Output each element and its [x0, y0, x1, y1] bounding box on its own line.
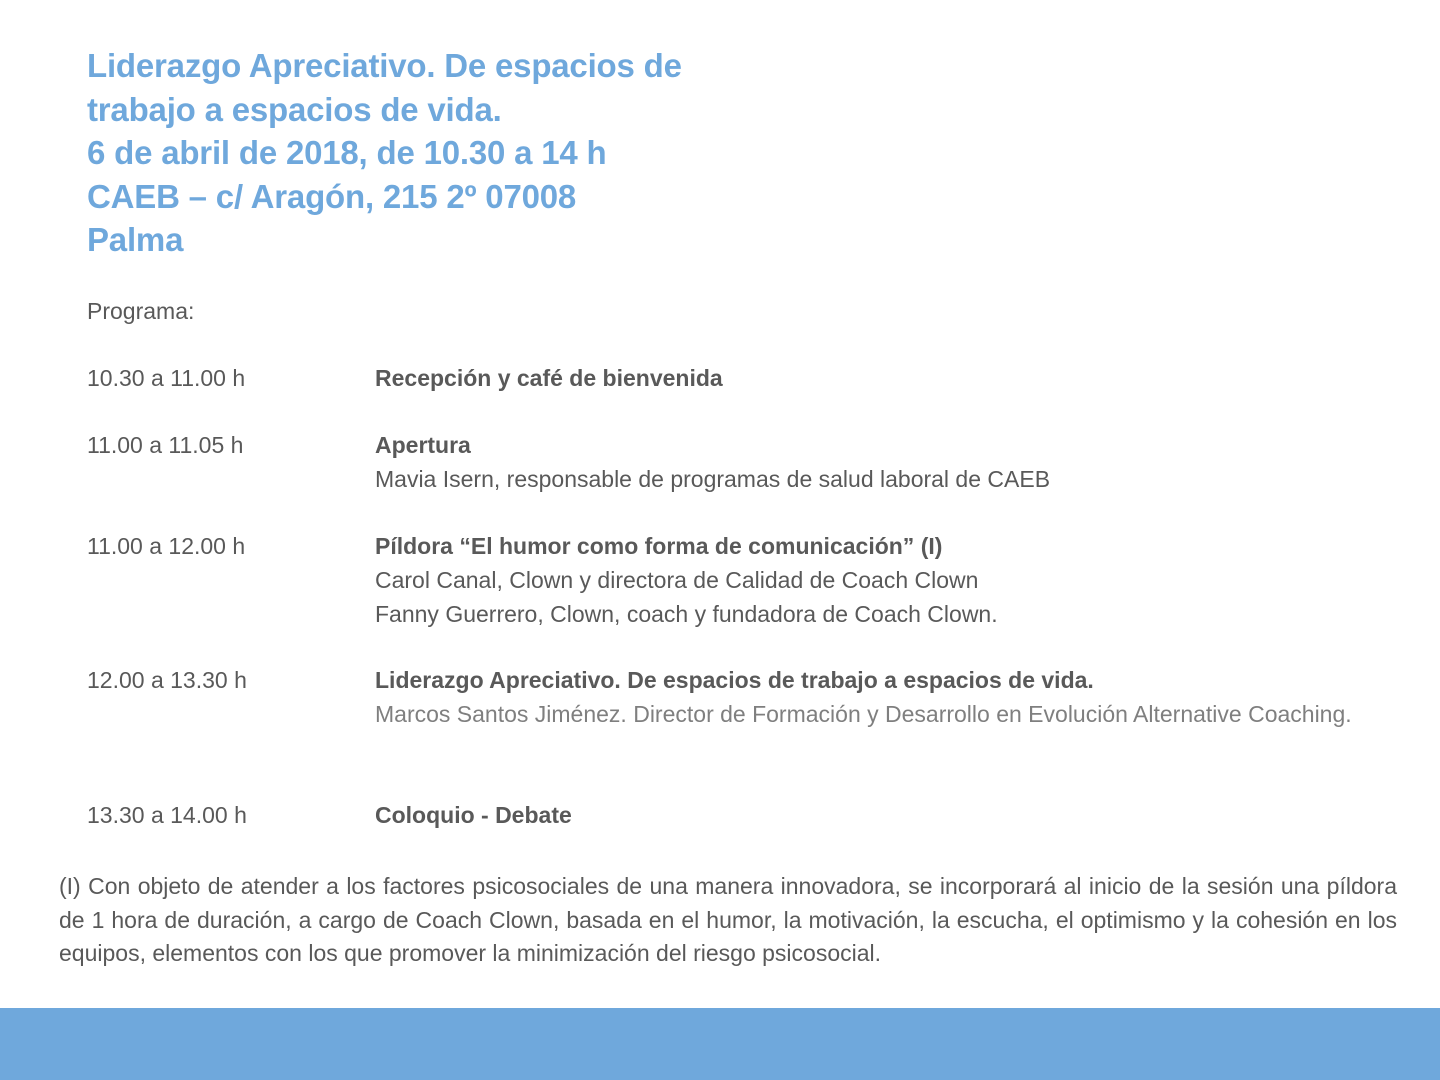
footer-bar — [0, 1008, 1440, 1080]
program-content — [375, 663, 1355, 731]
program-session-title: Apertura — [375, 432, 471, 458]
program-speaker: Fanny Guerrero, Clown, coach y fundadora de Coach Clown. — [375, 601, 998, 627]
event-title-line-2: trabajo a espacios de vida. — [87, 90, 502, 128]
program-speaker: Mavia Isern, responsable de programas de salud laboral de CAEB — [375, 466, 1051, 492]
program-content — [375, 361, 1355, 395]
program-time: 13.30 a 14.00 h — [87, 802, 247, 828]
program-content — [375, 529, 1355, 631]
program-time: 12.00 a 13.30 h — [87, 667, 247, 693]
event-date: 6 de abril de 2018, de 10.30 a 14 h — [87, 134, 607, 171]
program-session-title: Coloquio - Debate — [375, 802, 572, 828]
program-content — [375, 798, 1355, 832]
program-session-title: Recepción y café de bienvenida — [375, 365, 723, 391]
program-time: 11.00 a 12.00 h — [87, 533, 246, 559]
program-time: 10.30 a 11.00 h — [87, 365, 246, 391]
program-speaker: Marcos Santos Jiménez. Director de Formación y Desarrollo en Evolución Alternative Coaching. — [375, 701, 1352, 727]
program-session-title: Liderazgo Apreciativo. De espacios de trabajo a espacios de vida. — [375, 667, 1094, 693]
program-session-title: Píldora “El humor como forma de comunicación” (I) — [375, 533, 943, 559]
program-content — [375, 428, 1355, 496]
program-speaker: Carol Canal, Clown y directora de Calidad de Coach Clown — [375, 567, 979, 593]
event-address: CAEB – c/ Aragón, 215 2º 07008 — [87, 177, 577, 215]
event-title-line-1: Liderazgo Apreciativo. De espacios de — [87, 47, 682, 84]
program-time: 11.00 a 11.05 h — [87, 432, 244, 458]
footnote: (I) Con objeto de atender a los factores psicosociales de una manera innovadora, se incorporará al inicio de la sesión una píldora de 1 hora de duración, a cargo de Coach Clown, basada en el humor, la motivación, la escucha, el optimismo y la cohesión en los equipos, elementos con los que promover la minimización del riesgo psicosocial. — [59, 873, 1397, 966]
program-label: Programa: — [87, 298, 195, 324]
event-title-block — [87, 44, 682, 262]
event-city: Palma — [87, 221, 184, 258]
